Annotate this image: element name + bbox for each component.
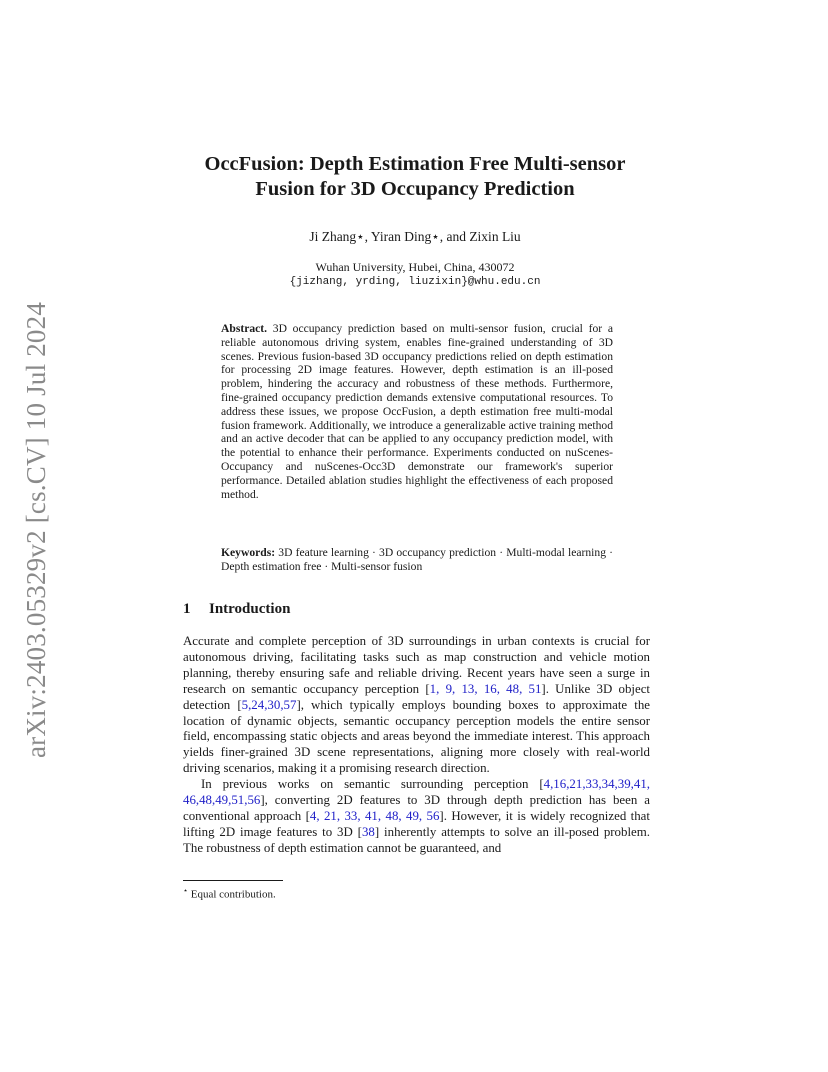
affiliation: Wuhan University, Hubei, China, 430072 [315, 260, 515, 274]
footnote-mark: ⋆ [183, 886, 189, 895]
citation-link[interactable]: 38 [361, 824, 375, 839]
author-emails: {jizhang, yrding, liuzixin}@whu.edu.cn [289, 276, 541, 288]
paragraph-text: In previous works on semantic surrounding perception [ [201, 777, 544, 792]
footnote-text: Equal contribution. [190, 888, 276, 901]
paragraph-text: ], which typically employs bounding boxes to approximate the location of dynamic objects, semantic occupancy perception models the entire sensor field, encompassing static objects and areas beyond the immediate interest. This approach yields finer-grained 3D scene representations, aligning more closely with real-world driving scenarios, making it a promising research direction. [183, 697, 650, 776]
citation-link[interactable]: 1, 9, 13, 16, 48, 51 [429, 681, 542, 696]
section-heading-introduction [183, 601, 290, 618]
title-line-1: OccFusion: Depth Estimation Free Multi-sensor [204, 153, 626, 175]
paragraph-text: ] inherently attempts to solve an ill-posed problem. The robustness of depth estimation cannot be guaranteed, and [183, 824, 651, 855]
paragraph-text: ], converting 2D features to 3D through depth prediction has been a conventional approach [ [183, 793, 650, 823]
abstract [221, 322, 613, 501]
section-number: 1 [183, 601, 191, 617]
paragraph-text: ]. However, it is widely recognized that lifting 2D image features to 3D [ [183, 808, 650, 839]
arxiv-identifier-stamp: arXiv:2403.05329v2 [cs.CV] 10 Jul 2024 [21, 301, 51, 759]
keywords [221, 546, 613, 574]
introduction-body [183, 634, 650, 857]
citation-link[interactable]: 4,16,21,33,34,39,41, 46,48,49,51,56 [183, 777, 650, 808]
footnote [183, 886, 276, 901]
affiliation-block [160, 260, 670, 290]
paragraph-text: ]. Unlike 3D object detection [ [183, 681, 650, 712]
paragraph-1 [183, 634, 650, 777]
abstract-text: 3D occupancy prediction based on multi-sensor fusion, crucial for a reliable autonomous driving system, enables fine-grained understanding of 3D scenes. Previous fusion-based 3D occupancy predictions relied on depth estimation for processing 2D image features. However, depth estimation is an ill-posed problem, hindering the accuracy and robustness of these methods. Furthermore, fine-grained occupancy prediction demands extensive computational resources. To address these issues, we propose OccFusion, a depth estimation free multi-modal fusion framework. Additionally, we introduce a generalizable active training method and an active decoder that can be applied to any occupancy prediction model, with the potential to enhance their performance. Experiments conducted on nuScenes-Occupancy and nuScenes-Occ3D demonstrate our framework's superior performance. Detailed ablation studies highlight the effectiveness of each proposed method. [221, 322, 613, 501]
abstract-label: Abstract. [221, 322, 268, 335]
citation-link[interactable]: 4, 21, 33, 41, 48, 49, 56 [309, 808, 440, 823]
citation-link[interactable]: 5,24,30,57 [241, 697, 297, 712]
paper-title [160, 152, 670, 202]
keywords-label: Keywords: [221, 546, 276, 559]
paragraph-2 [183, 777, 650, 857]
section-title: Introduction [209, 601, 291, 617]
title-line-2: Fusion for 3D Occupancy Prediction [255, 178, 575, 200]
paragraph-text: Accurate and complete perception of 3D surroundings in urban contexts is crucial for autonomous driving, facilitating tasks such as map construction and vehicle motion planning, thereby ensuring safe and reliable driving. Recent years have seen a surge in research on semantic occupancy perception [ [183, 634, 650, 696]
keywords-text: 3D feature learning · 3D occupancy prediction · Multi-modal learning · Depth estimation free · Multi-sensor fusion [221, 546, 613, 573]
author-list: Ji Zhang⋆, Yiran Ding⋆, and Zixin Liu [309, 229, 521, 244]
footnote-divider [183, 880, 283, 881]
